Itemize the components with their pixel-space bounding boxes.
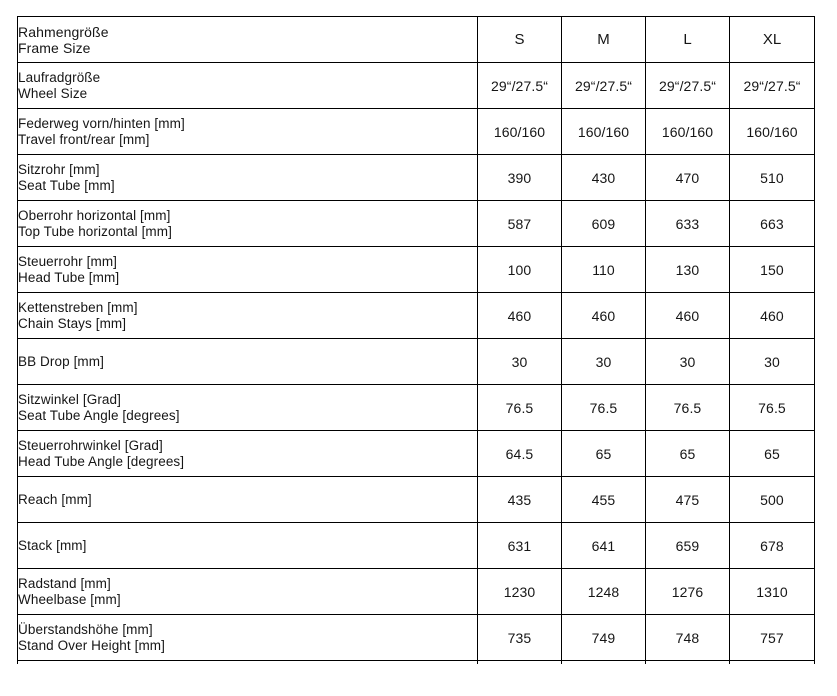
cell-value: 475 <box>646 477 730 523</box>
cell-value: 1310 <box>730 569 815 615</box>
row-label-en: Chain Stays [mm] <box>18 315 127 331</box>
cell-value: 30 <box>562 339 646 385</box>
row-label <box>18 385 478 431</box>
border-stub <box>18 661 478 664</box>
cell-value: 30 <box>646 339 730 385</box>
header-label-de: Rahmengröße <box>18 23 109 40</box>
row-label-de: Steuerrohr [mm] <box>18 253 118 269</box>
row-label <box>18 109 478 155</box>
cell-value: 460 <box>478 293 562 339</box>
row-label <box>18 155 478 201</box>
row-label <box>18 615 478 661</box>
cell-value: 76.5 <box>562 385 646 431</box>
row-label-en: Seat Tube [mm] <box>18 177 115 193</box>
bottom-border-stubs <box>18 661 815 664</box>
row-label-en: Travel front/rear [mm] <box>18 131 150 147</box>
border-stub <box>562 661 646 664</box>
cell-value: 663 <box>730 201 815 247</box>
cell-value: 30 <box>478 339 562 385</box>
table-row-wheelbase <box>18 569 815 615</box>
cell-value: 631 <box>478 523 562 569</box>
cell-value: 76.5 <box>730 385 815 431</box>
row-label-de: Oberrohr horizontal [mm] <box>18 207 171 223</box>
cell-value: 76.5 <box>646 385 730 431</box>
cell-value: 160/160 <box>730 109 815 155</box>
column-header-l: L <box>646 17 730 63</box>
cell-value: 641 <box>562 523 646 569</box>
cell-value: 633 <box>646 201 730 247</box>
column-header-xl: XL <box>730 17 815 63</box>
cell-value: 29“/27.5“ <box>730 63 815 109</box>
table-header-row <box>18 17 815 63</box>
table-row-stack <box>18 523 815 569</box>
cell-value: 160/160 <box>478 109 562 155</box>
row-label <box>18 247 478 293</box>
cell-value: 100 <box>478 247 562 293</box>
row-label <box>18 431 478 477</box>
table-row-reach <box>18 477 815 523</box>
row-label-en: Head Tube Angle [degrees] <box>18 453 185 469</box>
cell-value: 76.5 <box>478 385 562 431</box>
cell-value: 470 <box>646 155 730 201</box>
table-row-stand-over-height <box>18 615 815 661</box>
table-row-wheel-size <box>18 63 815 109</box>
row-label <box>18 523 478 569</box>
cell-value: 510 <box>730 155 815 201</box>
row-label-en: Top Tube horizontal [mm] <box>18 223 172 239</box>
row-label-de: Sitzwinkel [Grad] <box>18 391 121 407</box>
cell-value: 29“/27.5“ <box>646 63 730 109</box>
frame-geometry-table <box>17 16 815 664</box>
cell-value: 500 <box>730 477 815 523</box>
border-stub <box>730 661 815 664</box>
row-label <box>18 339 478 385</box>
table-row-travel <box>18 109 815 155</box>
row-label-en: Seat Tube Angle [degrees] <box>18 407 180 423</box>
cell-value: 460 <box>646 293 730 339</box>
cell-value: 65 <box>562 431 646 477</box>
cell-value: 757 <box>730 615 815 661</box>
column-header-m: M <box>562 17 646 63</box>
row-label-de: Steuerrohrwinkel [Grad] <box>18 437 163 453</box>
row-label-en: Wheel Size <box>18 85 88 101</box>
row-label-de: Radstand [mm] <box>18 575 111 591</box>
cell-value: 160/160 <box>646 109 730 155</box>
header-frame-size-label <box>18 17 478 63</box>
row-label-en: Stand Over Height [mm] <box>18 637 166 653</box>
table-row-top-tube <box>18 201 815 247</box>
cell-value: 460 <box>730 293 815 339</box>
cell-value: 748 <box>646 615 730 661</box>
column-header-s: S <box>478 17 562 63</box>
table-row-chain-stays <box>18 293 815 339</box>
row-label-de: BB Drop [mm] <box>18 353 104 369</box>
table-row-seat-tube <box>18 155 815 201</box>
table-row-head-angle <box>18 431 815 477</box>
table-row-head-tube <box>18 247 815 293</box>
cell-value: 29“/27.5“ <box>562 63 646 109</box>
cell-value: 430 <box>562 155 646 201</box>
row-label <box>18 293 478 339</box>
cell-value: 65 <box>730 431 815 477</box>
cell-value: 749 <box>562 615 646 661</box>
row-label <box>18 201 478 247</box>
cell-value: 130 <box>646 247 730 293</box>
row-label-de: Laufradgröße <box>18 69 101 85</box>
cell-value: 735 <box>478 615 562 661</box>
row-label-de: Sitzrohr [mm] <box>18 161 100 177</box>
row-label-de: Reach [mm] <box>18 491 92 507</box>
row-label-de: Stack [mm] <box>18 537 87 553</box>
row-label <box>18 63 478 109</box>
row-label-en: Wheelbase [mm] <box>18 591 121 607</box>
cell-value: 65 <box>646 431 730 477</box>
cell-value: 160/160 <box>562 109 646 155</box>
header-label-en: Frame Size <box>18 39 91 56</box>
cell-value: 1230 <box>478 569 562 615</box>
cell-value: 587 <box>478 201 562 247</box>
cell-value: 1248 <box>562 569 646 615</box>
row-label-de: Kettenstreben [mm] <box>18 299 138 315</box>
row-label-en: Head Tube [mm] <box>18 269 120 285</box>
border-stub <box>646 661 730 664</box>
border-stub <box>478 661 562 664</box>
row-label-de: Federweg vorn/hinten [mm] <box>18 115 185 131</box>
row-label-de: Überstandshöhe [mm] <box>18 621 153 637</box>
row-label <box>18 477 478 523</box>
cell-value: 678 <box>730 523 815 569</box>
cell-value: 435 <box>478 477 562 523</box>
cell-value: 30 <box>730 339 815 385</box>
table-row-seat-angle <box>18 385 815 431</box>
cell-value: 659 <box>646 523 730 569</box>
cell-value: 460 <box>562 293 646 339</box>
table-row-bb-drop <box>18 339 815 385</box>
cell-value: 455 <box>562 477 646 523</box>
cell-value: 1276 <box>646 569 730 615</box>
cell-value: 609 <box>562 201 646 247</box>
cell-value: 64.5 <box>478 431 562 477</box>
cell-value: 110 <box>562 247 646 293</box>
cell-value: 150 <box>730 247 815 293</box>
cell-value: 390 <box>478 155 562 201</box>
cell-value: 29“/27.5“ <box>478 63 562 109</box>
row-label <box>18 569 478 615</box>
